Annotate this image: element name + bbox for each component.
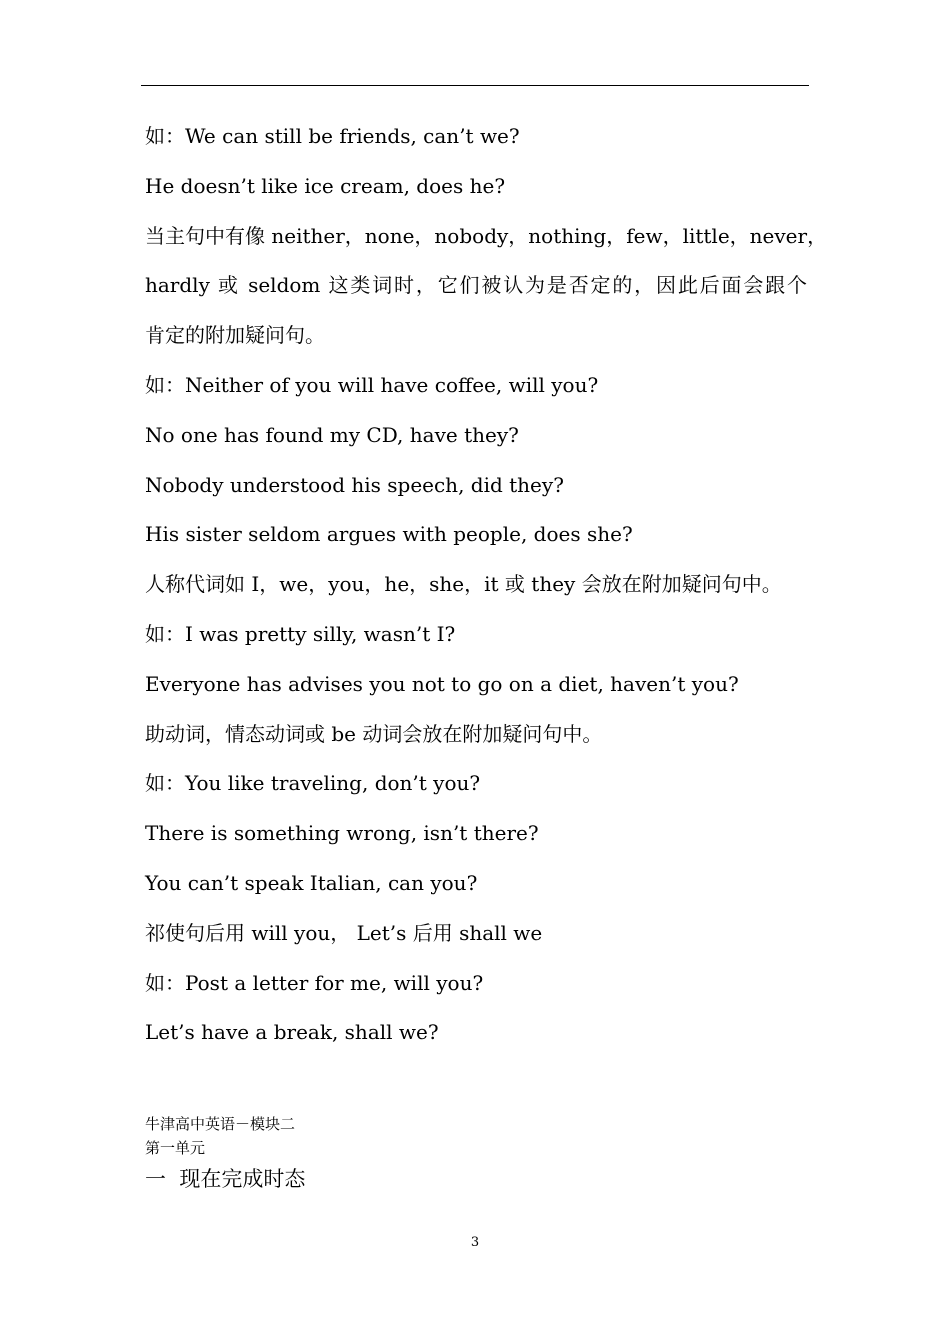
body-text [145, 112, 828, 1058]
text-line: Everyone has advises you not to go on a diet, haven’t you? [145, 671, 739, 696]
text-line: No one has found my CD, have they? [145, 422, 519, 447]
text-line: Let’s have a break, shall we? [145, 1020, 439, 1045]
text-line: 如：Neither of you will have coffee, will you? [145, 372, 599, 397]
section-header [145, 1112, 305, 1196]
unit-title: 第一单元 [145, 1139, 206, 1157]
text-line: 如：Post a letter for me, will you? [145, 970, 484, 995]
text-line: 如：I was pretty silly, wasn’t I? [145, 621, 456, 646]
page-number: 3 [470, 1235, 480, 1250]
text-line: You can’t speak Italian, can you? [145, 870, 478, 895]
text-line: 人称代词如 I，we，you，he，she，it 或 they 会放在附加疑问句中。 [145, 572, 782, 597]
text-line: His sister seldom argues with people, does she? [145, 522, 633, 547]
text-line: Nobody understood his speech, did they? [145, 472, 564, 497]
header-rule [141, 85, 809, 86]
section-heading: 一 现在完成时态 [145, 1167, 306, 1191]
text-line: 助动词，情态动词或 be 动词会放在附加疑问句中。 [145, 721, 603, 746]
text-line: 祁使句后用 will you， Let’s 后用 shall we [145, 920, 543, 945]
text-line: 如：You like traveling, don’t you? [145, 771, 481, 796]
text-line: He doesn’t like ice cream, does he? [145, 173, 506, 198]
text-line: 肯定的附加疑问句。 [145, 323, 325, 348]
text-line: 当主句中有像 neither，none，nobody，nothing，few，little，never， [145, 223, 828, 248]
book-title: 牛津高中英语－模块二 [145, 1115, 296, 1133]
text-line: 如：We can still be friends, can’t we? [145, 124, 520, 148]
text-line: There is something wrong, isn’t there? [145, 821, 539, 846]
text-line: hardly 或 seldom 这类词时，它们被认为是否定的，因此后面会跟个 [145, 273, 807, 298]
